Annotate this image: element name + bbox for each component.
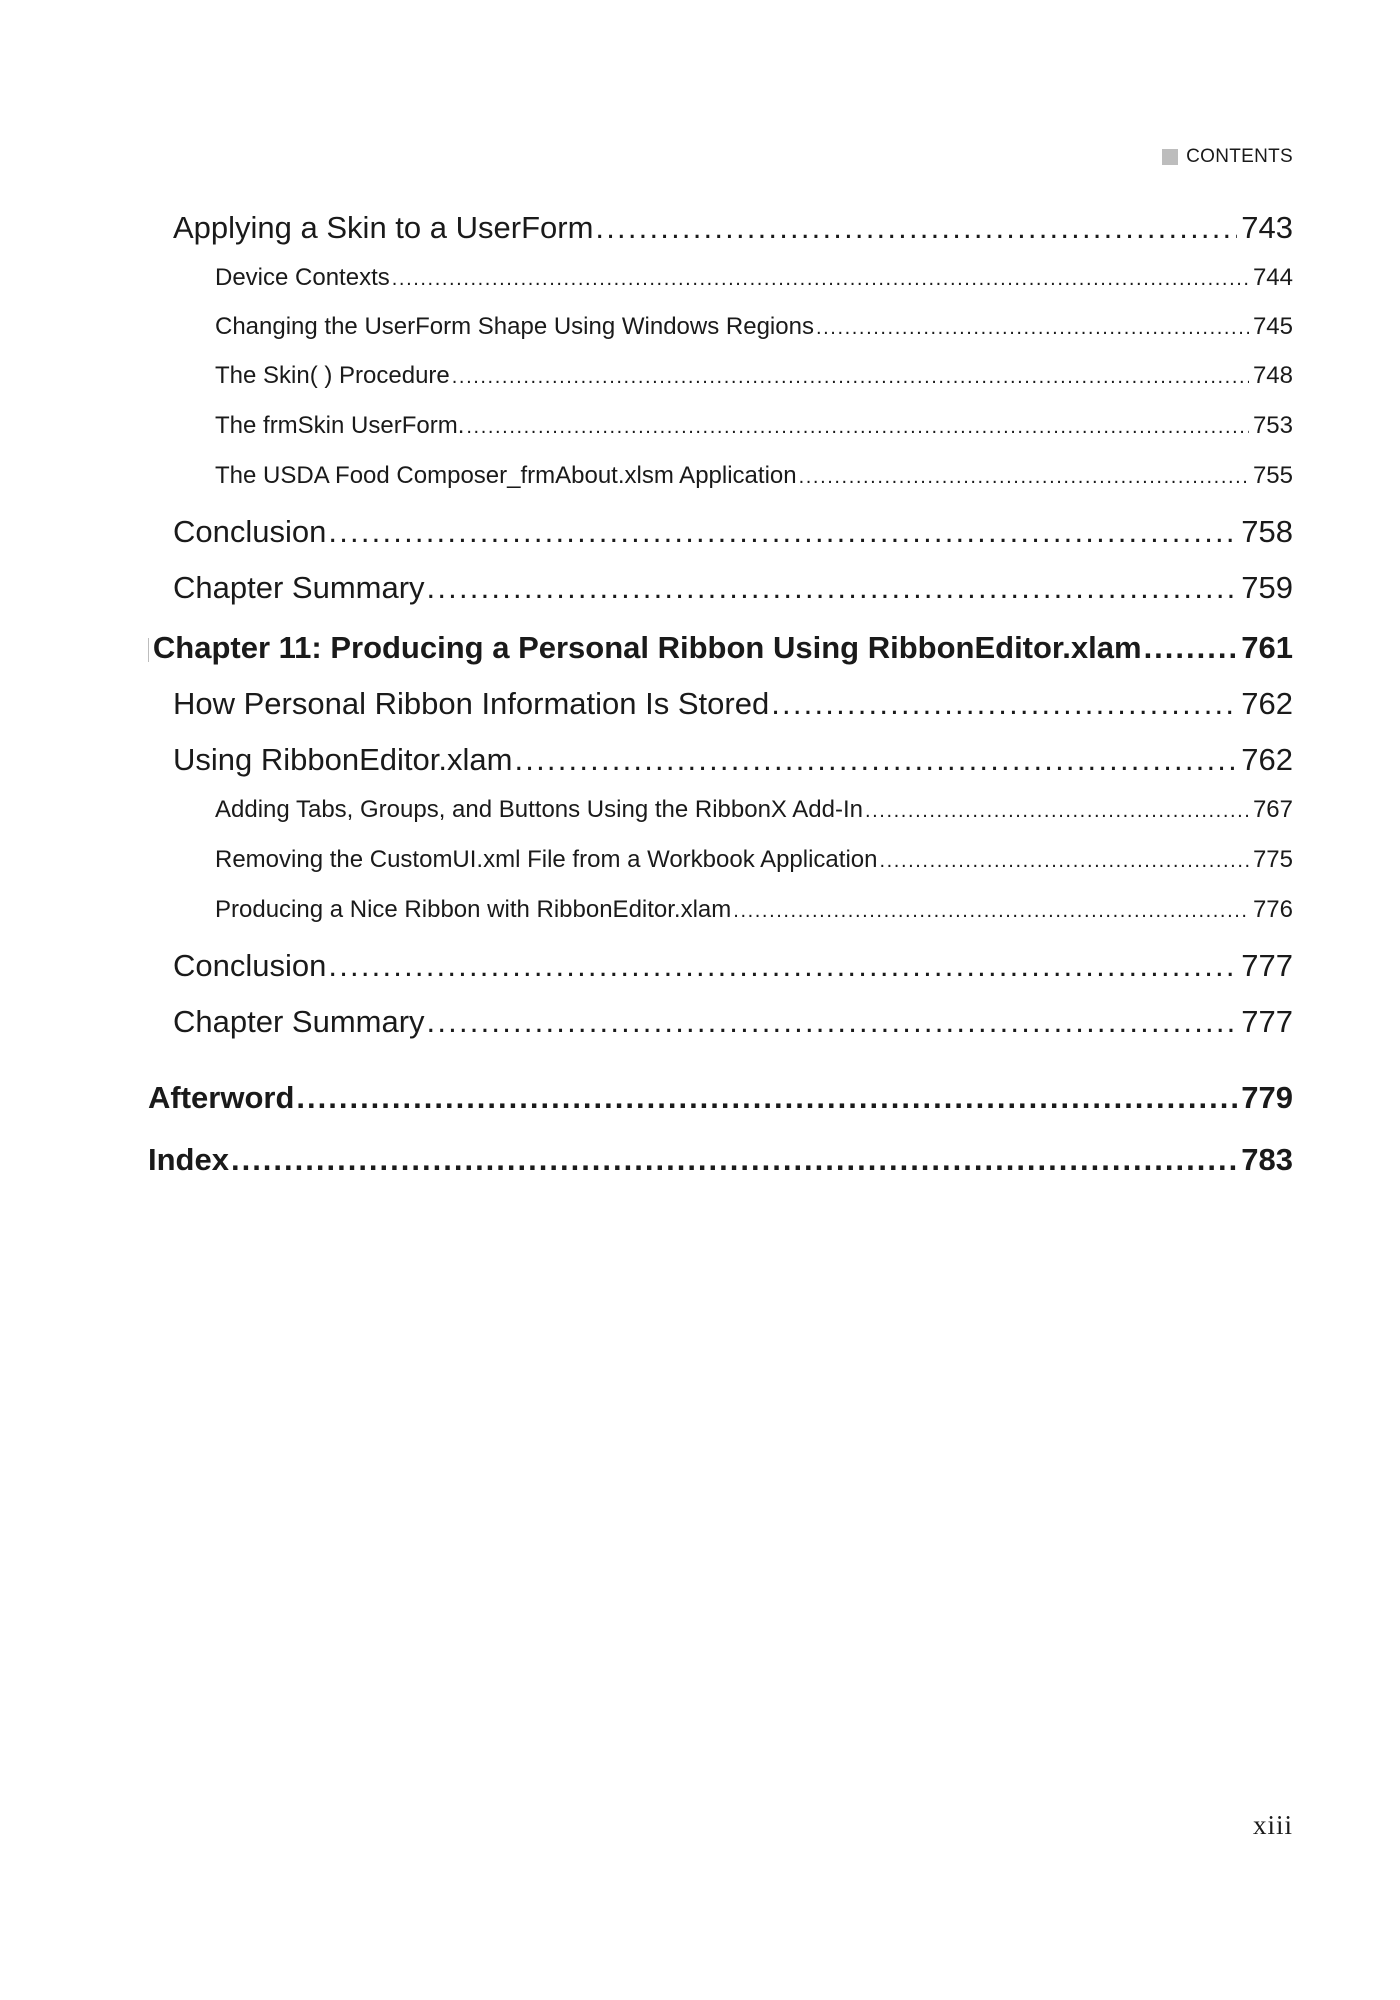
toc-entry-page: 762 [1241, 742, 1293, 777]
square-bullet-icon [1162, 149, 1178, 165]
toc-entry-label: Device Contexts [215, 264, 390, 291]
toc-entry[interactable] [215, 313, 1293, 345]
toc-entry-page: 753 [1252, 412, 1293, 439]
toc-entry-page: 761 [1241, 630, 1293, 665]
toc-entry-page: 759 [1241, 570, 1293, 605]
toc-entry-page: 779 [1241, 1080, 1293, 1115]
dot-leader [427, 1004, 1238, 1040]
page-number: xiii [1252, 1810, 1293, 1840]
toc-entry-label: Changing the UserForm Shape Using Windows Regions [215, 313, 814, 340]
dot-leader [328, 514, 1237, 550]
toc-chapter-entry[interactable] [148, 630, 1293, 670]
toc-entry[interactable] [215, 462, 1293, 494]
dot-leader [879, 850, 1248, 873]
toc-entry-label: The frmSkin UserForm. [215, 412, 465, 439]
toc-entry-page: 755 [1252, 462, 1293, 489]
toc-entry-page: 777 [1241, 1004, 1293, 1039]
toc-entry-page: 776 [1252, 896, 1293, 923]
toc-entry-page: 767 [1252, 796, 1293, 823]
toc-entry-page: 777 [1241, 948, 1293, 983]
toc-section-entry[interactable] [148, 1080, 1293, 1120]
toc-entry-label: Conclusion [173, 948, 327, 983]
dot-leader [452, 366, 1249, 389]
toc-entry-page: 783 [1241, 1142, 1293, 1177]
toc-entry-label: Chapter 11: Producing a Personal Ribbon Using RibbonEditor.xlam [152, 630, 1142, 665]
toc-entry-label: Chapter Summary [173, 1004, 425, 1039]
toc-entry[interactable] [173, 742, 1293, 782]
dot-leader [595, 210, 1237, 246]
dot-leader [799, 466, 1249, 489]
toc-entry-label: Adding Tabs, Groups, and Buttons Using the RibbonX Add-In [215, 796, 863, 823]
toc-entry-page: 748 [1252, 362, 1293, 389]
toc-entry-label: The Skin( ) Procedure [215, 362, 450, 389]
dot-leader [733, 900, 1249, 923]
dot-leader [771, 686, 1237, 722]
toc-entry-label: Chapter Summary [173, 570, 425, 605]
dot-leader [514, 742, 1237, 778]
dot-leader [816, 317, 1249, 340]
toc-section-entry[interactable] [148, 1142, 1293, 1182]
toc-entry[interactable] [215, 796, 1293, 828]
toc-entry-page: 745 [1252, 313, 1293, 340]
toc-entry[interactable] [215, 362, 1293, 394]
toc-entry[interactable] [173, 570, 1293, 610]
dot-leader [427, 570, 1238, 606]
toc-entry-label: Applying a Skin to a UserForm [173, 210, 594, 245]
toc-entry[interactable] [173, 686, 1293, 726]
toc-entry-label: Producing a Nice Ribbon with RibbonEditor.xlam [215, 896, 732, 923]
toc-entry-page: 743 [1241, 210, 1293, 245]
toc-entry-page: 758 [1241, 514, 1293, 549]
dot-leader [296, 1080, 1237, 1116]
dot-leader [231, 1142, 1237, 1178]
toc-entry-label: Index [148, 1142, 229, 1177]
square-bullet-icon [148, 638, 149, 662]
toc-entry[interactable] [173, 1004, 1293, 1044]
toc-entry[interactable] [215, 264, 1293, 296]
toc-entry[interactable] [173, 514, 1293, 554]
dot-leader [466, 416, 1249, 439]
toc-entry-label: Using RibbonEditor.xlam [173, 742, 513, 777]
dot-leader [1144, 630, 1238, 666]
toc-entry-page: 775 [1252, 846, 1293, 873]
toc-entry-page: 762 [1241, 686, 1293, 721]
toc-entry-label: Afterword [148, 1080, 295, 1115]
toc-entry-label: Conclusion [173, 514, 327, 549]
toc-entry[interactable] [215, 846, 1293, 878]
toc-entry-page: 744 [1252, 264, 1293, 291]
dot-leader [865, 800, 1249, 823]
toc-entry[interactable] [173, 948, 1293, 988]
running-head [1162, 146, 1293, 168]
toc-entry[interactable] [173, 210, 1293, 250]
toc-entry-label: How Personal Ribbon Information Is Stored [173, 686, 770, 721]
toc-entry[interactable] [215, 896, 1293, 928]
running-head-label: CONTENTS [1186, 146, 1293, 167]
toc-entry[interactable] [215, 412, 1293, 444]
toc-entry-label: The USDA Food Composer_frmAbout.xlsm Application [215, 462, 797, 489]
dot-leader [392, 268, 1249, 291]
dot-leader [328, 948, 1237, 984]
toc-entry-label: Removing the CustomUI.xml File from a Workbook Application [215, 846, 878, 873]
